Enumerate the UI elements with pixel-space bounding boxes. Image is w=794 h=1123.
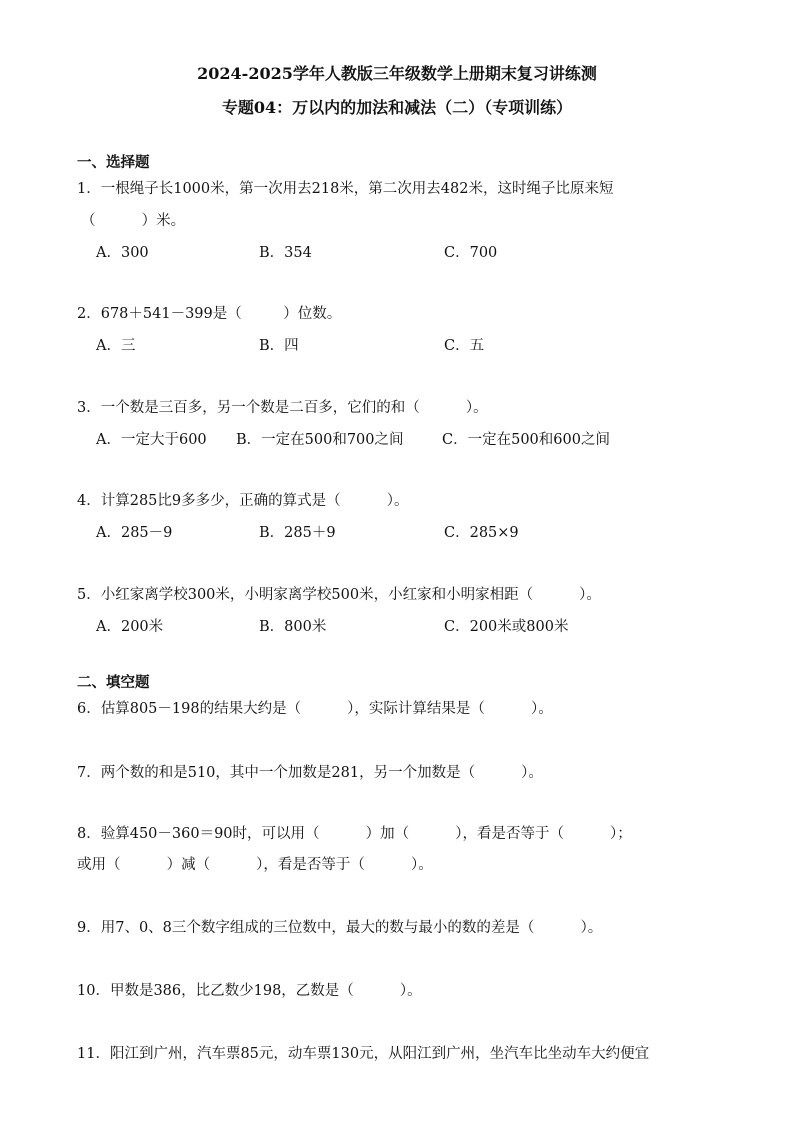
question-3-option-c: C．一定在500和600之间 <box>442 432 610 448</box>
page-subtitle: 专题04：万以内的加法和减法（二）（专项训练） <box>221 98 573 117</box>
question-2-option-a: A．三 <box>96 338 136 354</box>
question-3-text: 3．一个数是三百多，另一个数是二百多，它们的和（ ）。 <box>77 400 488 416</box>
question-1-option-c: C．700 <box>444 245 498 261</box>
question-6-text: 6．估算805－198的结果大约是（ ），实际计算结果是（ ）。 <box>77 701 553 717</box>
question-5-option-b: B．800米 <box>259 619 327 635</box>
question-1-option-b: B．354 <box>259 245 312 261</box>
question-4-text: 4．计算285比9多多少，正确的算式是（ ）。 <box>77 493 409 509</box>
question-10-text: 10．甲数是386，比乙数少198，乙数是（ ）。 <box>77 983 422 999</box>
question-1-option-a: A．300 <box>96 245 149 261</box>
question-5-text: 5．小红家离学校300米，小明家离学校500米，小红家和小明家相距（ ）。 <box>77 587 601 603</box>
question-5-option-c: C．200米或800米 <box>444 619 569 635</box>
question-8-text-cont: 或用（ ）减（ ），看是否等于（ ）。 <box>77 857 433 873</box>
question-3-option-b: B．一定在500和700之间 <box>236 432 404 448</box>
question-1-text-cont: （ ）米。 <box>81 213 186 229</box>
question-4-option-c: C．285×9 <box>444 525 519 541</box>
question-2-text: 2．678＋541－399是（ ）位数。 <box>77 306 342 322</box>
section-heading-fill: 二、填空题 <box>77 674 150 691</box>
question-5-option-a: A．200米 <box>96 619 164 635</box>
question-2-option-c: C．五 <box>444 338 485 354</box>
question-11-text: 11．阳江到广州，汽车票85元，动车票130元，从阳江到广州，坐汽车比坐动车大约便宜 <box>77 1046 650 1062</box>
question-4-option-b: B．285＋9 <box>259 525 336 541</box>
question-8-text: 8．验算450－360＝90时，可以用（ ）加（ ），看是否等于（ ）； <box>77 826 632 842</box>
question-2-option-b: B．四 <box>259 338 299 354</box>
section-heading-choice: 一、选择题 <box>77 154 150 171</box>
question-4-option-a: A．285－9 <box>96 525 173 541</box>
question-7-text: 7．两个数的和是510，其中一个加数是281，另一个加数是（ ）。 <box>77 765 543 781</box>
page-title: 2024-2025学年人教版三年级数学上册期末复习讲练测 <box>197 64 597 83</box>
question-1-text: 1．一根绳子长1000米，第一次用去218米，第二次用去482米，这时绳子比原来短 <box>77 181 614 197</box>
question-9-text: 9．用7、0、8三个数字组成的三位数中，最大的数与最小的数的差是（ ）。 <box>77 920 603 936</box>
question-3-option-a: A．一定大于600 <box>96 432 207 448</box>
